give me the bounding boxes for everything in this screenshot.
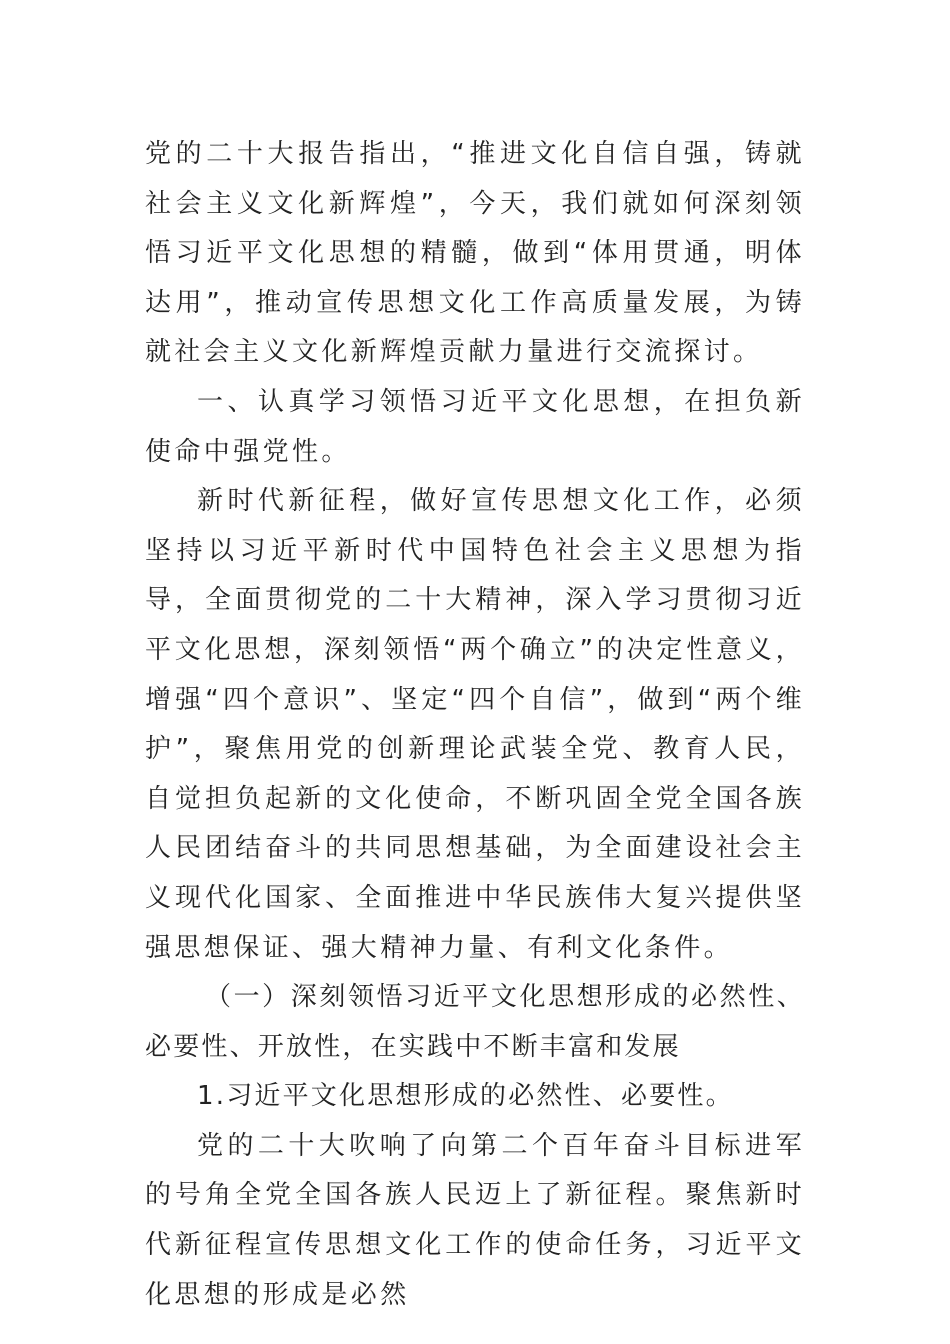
- intro-paragraph: 党的二十大报告指出，“推进文化自信自强，铸就社会主义文化新辉煌”，今天，我们就如何深刻领悟习近平文化思想的精髓，做到“体用贯通，明体达用”，推动宣传思想文化工作高质量发展，为铸就社会主义文化新辉煌贡献力量进行交流探讨。: [145, 139, 805, 368]
- section-heading: 一、认真学习领悟习近平文化思想，在担负新使命中强党性。: [145, 386, 805, 467]
- document-body: [145, 130, 805, 1320]
- body-paragraph: 新时代新征程，做好宣传思想文化工作，必须坚持以习近平新时代中国特色社会主义思想为指导，全面贯彻党的二十大精神，深入学习贯彻习近平文化思想，深刻领悟“两个确立”的决定性意义，增强“四个意识”、坚定“四个自信”，做到“两个维护”，聚焦用党的创新理论武装全党、教育人民，自觉担负起新的文化使命，不断巩固全党全国各族人民团结奋斗的共同思想基础，为全面建设社会主义现代化国家、全面推进中华民族伟大复兴提供坚强思想保证、强大精神力量、有利文化条件。: [145, 486, 805, 963]
- numbered-point: 1.习近平文化思想形成的必然性、必要性。: [197, 1081, 734, 1112]
- subsection-heading: （一）深刻领悟习近平文化思想形成的必然性、必要性、开放性，在实践中不断丰富和发展: [145, 982, 805, 1062]
- body-paragraph-2: 党的二十大吹响了向第二个百年奋斗目标进军的号角全党全国各族人民迈上了新征程。聚焦新时代新征程宣传思想文化工作的使命任务，习近平文化思想的形成是必然: [145, 1130, 805, 1310]
